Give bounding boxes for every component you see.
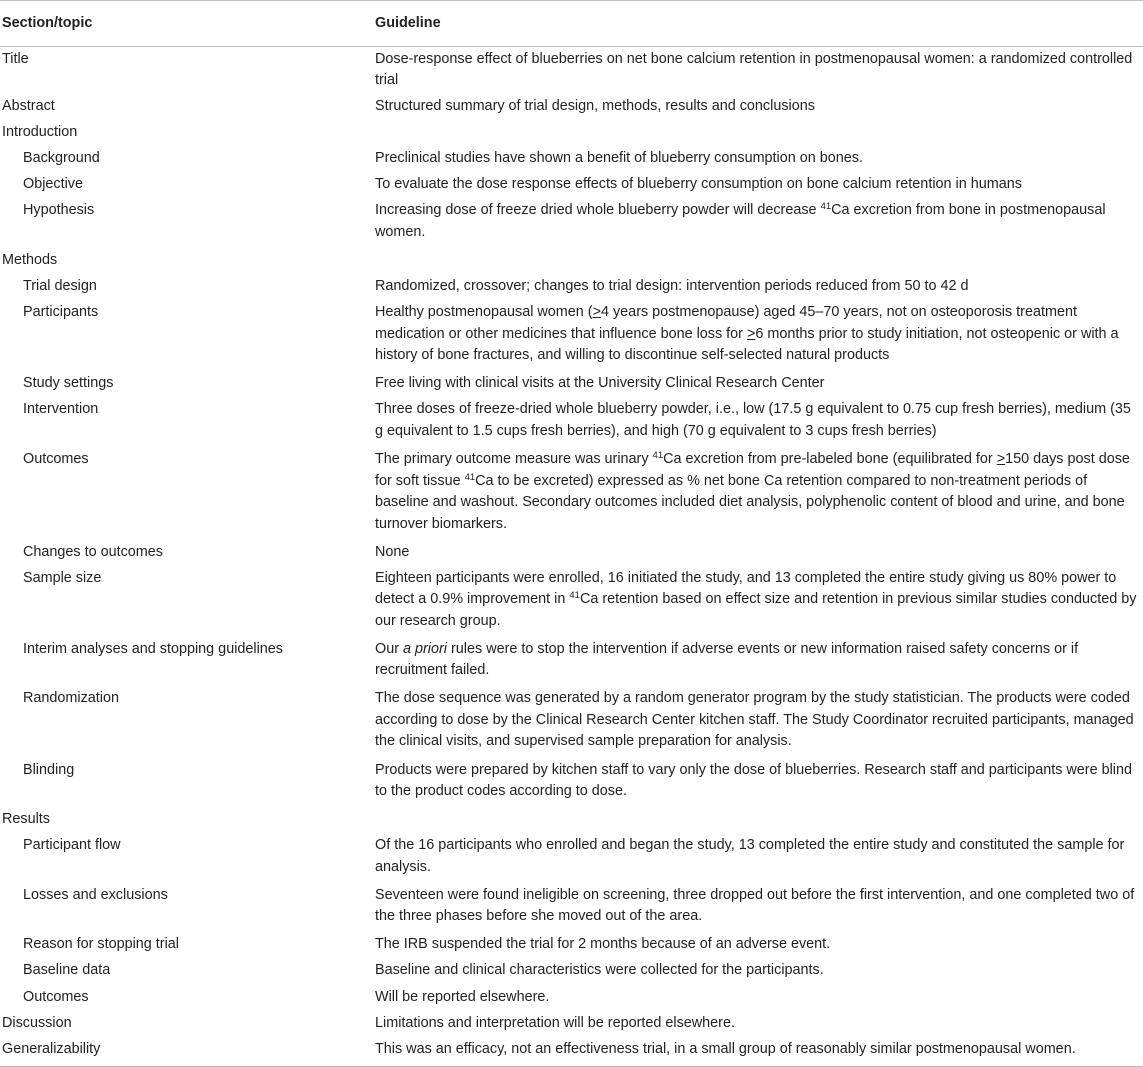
text-fragment: 6 months prior to study initiation, not osteopenic or with a history of bone fractures, and willing to discontinue self-selected natural products: [375, 325, 1119, 364]
table-row: [0, 397, 1143, 447]
row-label-participants: Participants: [23, 304, 99, 321]
row-text-outcomes-results: Will be reported elsewhere.: [375, 988, 550, 1005]
text-fragment: The primary outcome measure was urinary: [375, 451, 653, 468]
row-text-changes-to-outcomes: None: [375, 543, 410, 560]
row-label-background: Background: [23, 150, 100, 167]
row-text-baseline-data: Baseline and clinical characteristics were collected for the participants.: [375, 962, 824, 979]
text-fragment: 4 years postmenopause) aged 45–70 years, not on osteoporosis treatment medication or other medicines that influence bone loss for: [375, 304, 1077, 342]
row-label-results: Results: [2, 811, 50, 828]
row-text-participants: [375, 300, 1143, 371]
table-row: [0, 883, 1143, 933]
text-fragment: Ca retention based on effect size and retention in previous similar studies conducted by our research group.: [375, 591, 1137, 629]
row-label-objective: Objective: [23, 176, 83, 193]
italic-text: a priori: [403, 640, 447, 657]
row-text-introduction: [375, 120, 1143, 146]
gte-symbol: >: [996, 451, 1006, 468]
row-label-sample-size: Sample size: [23, 569, 102, 586]
row-text-study-settings: Free living with clinical visits at the University Clinical Research Center: [375, 375, 825, 392]
row-text-interim-analyses: [375, 637, 1143, 687]
row-label-reason-stopping: Reason for stopping trial: [23, 936, 179, 953]
gte-symbol: >: [746, 325, 756, 342]
text-fragment: rules were to stop the intervention if adverse events or new information raised safety concerns or if recruitment failed.: [375, 640, 1079, 679]
table-row: [0, 958, 1143, 984]
table-row: [0, 300, 1143, 371]
row-text-reason-stopping: The IRB suspended the trial for 2 months because of an adverse event.: [375, 936, 831, 953]
row-text-randomization: The dose sequence was generated by a random generator program by the study statistician. The products were coded according to dose by the Clinical Research Center kitchen staff. The Study Coordinator recruited participants, managed the clinical visits, and supervised sample preparation for analysis.: [375, 690, 1134, 750]
table-row: [0, 198, 1143, 248]
table-row: [0, 686, 1143, 757]
table-row: [0, 540, 1143, 566]
row-text-participant-flow: Of the 16 participants who enrolled and began the study, 13 completed the entire study and constituted the sample for analysis.: [375, 837, 1125, 875]
section-row: [0, 120, 1143, 146]
row-label-baseline-data: Baseline data: [23, 962, 111, 979]
table-row: [0, 172, 1143, 198]
table-row: [0, 146, 1143, 172]
row-text-methods: [375, 248, 1143, 274]
row-label-intervention: Intervention: [23, 401, 99, 418]
row-text-sample-size: [375, 566, 1143, 637]
isotope-superscript: 41: [464, 471, 476, 483]
text-fragment: Ca excretion from pre-labeled bone (equilibrated for: [663, 451, 997, 468]
row-label-study-settings: Study settings: [23, 375, 114, 392]
isotope-superscript: 41: [652, 450, 664, 462]
table-row: [0, 985, 1143, 1011]
section-row: [0, 807, 1143, 833]
text-fragment: Healthy postmenopausal women (: [375, 304, 593, 321]
header-section-topic: Section/topic: [0, 1, 375, 47]
row-text-trial-design: Randomized, crossover; changes to trial design: intervention periods reduced from 50 to 42 d: [375, 278, 969, 295]
row-text-intervention: Three doses of freeze-dried whole blueberry powder, i.e., low (17.5 g equivalent to 0.75 cup fresh berries), medium (35 g equivalent to 1.5 cups fresh berries), and high (70 g equivalent to 3 cups fresh berries): [375, 401, 1131, 439]
row-label-hypothesis: Hypothesis: [23, 202, 95, 219]
row-text-losses-exclusions: Seventeen were found ineligible on screening, three dropped out before the first intervention, and one completed two of the three phases before she moved out of the area.: [375, 886, 1135, 925]
row-label-discussion: Discussion: [2, 1014, 72, 1031]
row-text-title: Dose-response effect of blueberries on net bone calcium retention in postmenopausal women: a randomized controlled trial: [375, 50, 1133, 88]
text-fragment: Eighteen participants were enrolled, 16 initiated the study, and 13 completed the entire study giving us 80% power to detect a 0.9% improvement in: [375, 569, 1117, 608]
table-row: [0, 46, 1143, 94]
row-label-interim-analyses: Interim analyses and stopping guidelines: [23, 640, 283, 657]
table-row: [0, 566, 1143, 637]
row-label-losses-exclusions: Losses and exclusions: [23, 886, 168, 903]
row-label-outcomes: Outcomes: [23, 451, 89, 468]
table-row: [0, 833, 1143, 883]
text-fragment: Ca to be excreted) expressed as % net bone Ca retention compared to non-treatment periods of baseline and washout. Secondary outcomes included diet analysis, polyphenolic content of blood and urine, and bone turnover biomarkers.: [375, 472, 1125, 532]
row-text-results: [375, 807, 1143, 833]
text-fragment: Ca excretion from bone in postmenopausal women.: [375, 202, 1106, 240]
table-row: [0, 274, 1143, 300]
row-label-generalizability: Generalizability: [0, 1037, 375, 1067]
header-guideline: Guideline: [375, 1, 1143, 47]
row-label-introduction: Introduction: [2, 124, 78, 141]
row-label-title: Title: [2, 50, 29, 67]
table-row: [0, 447, 1143, 540]
table-row: [0, 1037, 1143, 1067]
table-row: [0, 637, 1143, 687]
table-row: [0, 758, 1143, 808]
gte-symbol: >: [592, 304, 601, 321]
row-label-blinding: Blinding: [23, 761, 75, 778]
table-row: [0, 371, 1143, 397]
row-label-abstract: Abstract: [2, 98, 55, 115]
row-text-hypothesis: [375, 198, 1143, 248]
isotope-superscript: 41: [569, 590, 580, 602]
row-text-outcomes: [375, 447, 1143, 540]
text-fragment: Increasing dose of freeze dried whole blueberry powder will decrease: [375, 202, 821, 219]
header-row: [0, 1, 1143, 47]
section-row: [0, 248, 1143, 274]
row-text-blinding: Products were prepared by kitchen staff to vary only the dose of blueberries. Research staff and participants were blind to the product codes according to dose.: [375, 761, 1132, 799]
row-text-generalizability: This was an efficacy, not an effectiveness trial, in a small group of reasonably similar postmenopausal women.: [375, 1037, 1143, 1067]
text-fragment: Our: [375, 640, 403, 657]
table-row: [0, 94, 1143, 120]
text-fragment: 150 days post dose for soft tissue: [375, 451, 1130, 489]
row-text-abstract: Structured summary of trial design, methods, results and conclusions: [375, 98, 815, 115]
table-row: [0, 1011, 1143, 1037]
row-label-participant-flow: Participant flow: [23, 837, 121, 854]
row-label-methods: Methods: [2, 252, 58, 269]
row-label-trial-design: Trial design: [23, 278, 97, 295]
row-text-discussion: Limitations and interpretation will be reported elsewhere.: [375, 1014, 735, 1031]
table-row: [0, 932, 1143, 958]
row-label-outcomes-results: Outcomes: [23, 988, 89, 1005]
row-text-objective: To evaluate the dose response effects of blueberry consumption on bone calcium retention in humans: [375, 176, 1022, 193]
row-label-randomization: Randomization: [23, 690, 119, 707]
isotope-superscript: 41: [820, 201, 832, 213]
row-text-background: Preclinical studies have shown a benefit of blueberry consumption on bones.: [375, 150, 863, 167]
row-label-changes-to-outcomes: Changes to outcomes: [23, 543, 163, 560]
